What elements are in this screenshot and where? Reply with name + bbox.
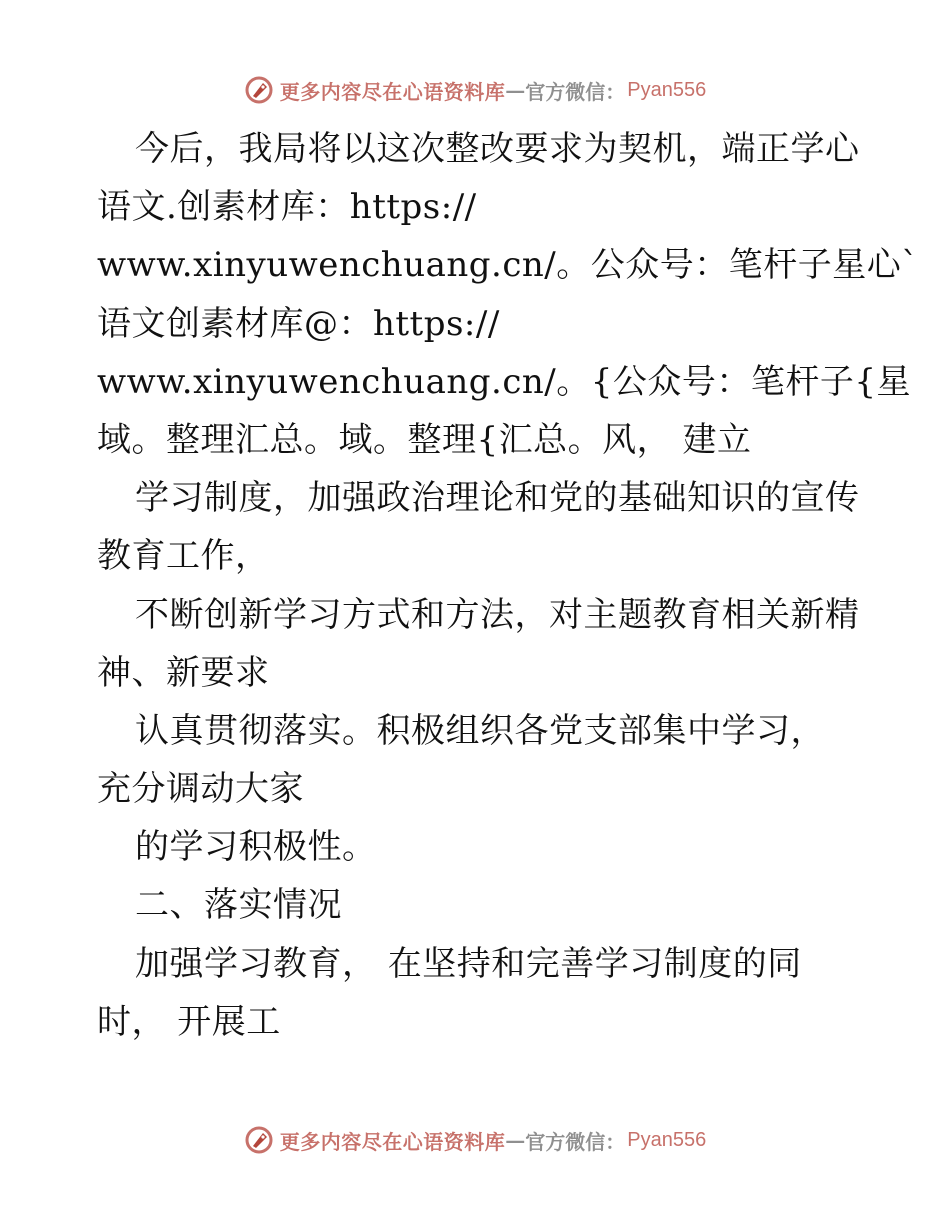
body-line: 学习制度，加强政治理论和党的基础知识的宣传 xyxy=(135,478,860,519)
header-banner-dash: — xyxy=(505,78,526,102)
header-banner xyxy=(0,70,950,110)
document-body xyxy=(97,120,919,1051)
pen-nib-logo-icon xyxy=(244,1125,274,1155)
body-line: 今后，我局将以这次整改要求为契机，端正学心 xyxy=(135,129,860,169)
body-line: 认真贯彻落实。积极组织各党支部集中学习， xyxy=(135,710,825,751)
body-line: 域。整理汇总。域。整理{汇总。风， 建立 xyxy=(97,419,752,460)
body-line: 神、新要求 xyxy=(97,652,270,693)
body-line: www.xinyuwenchuang.cn/。公众号：笔杆子星心` xyxy=(97,245,919,286)
body-line: 教育工作， xyxy=(97,536,270,577)
footer-banner-wechat-label: 官方微信： xyxy=(525,1129,626,1154)
body-line: 语文创素材库@：https:// xyxy=(97,303,500,344)
footer-banner-wechat-id: Pyan556 xyxy=(627,1128,707,1151)
footer-banner-text: 更多内容尽在心语资料库 xyxy=(279,1129,506,1154)
body-line: 充分调动大家 xyxy=(97,769,304,810)
header-banner-wechat-id: Pyan556 xyxy=(627,78,707,101)
body-line: www.xinyuwenchuang.cn/。{公众号：笔杆子{星 xyxy=(97,361,911,402)
body-line: 时， 开展工 xyxy=(97,1001,281,1042)
section-heading: 二、落实情况 xyxy=(135,885,342,926)
body-line: 的学习积极性。 xyxy=(135,827,377,868)
pen-nib-logo-icon xyxy=(244,75,274,105)
body-line: 语文.创素材库：https:// xyxy=(97,187,477,228)
footer-banner xyxy=(0,1120,950,1160)
footer-banner-dash: — xyxy=(505,1128,526,1152)
body-line: 加强学习教育， 在坚持和完善学习制度的同 xyxy=(135,943,802,984)
header-banner-text: 更多内容尽在心语资料库 xyxy=(279,79,506,104)
body-line: 不断创新学习方式和方法，对主题教育相关新精 xyxy=(135,594,860,635)
header-banner-wechat-label: 官方微信： xyxy=(525,79,626,104)
